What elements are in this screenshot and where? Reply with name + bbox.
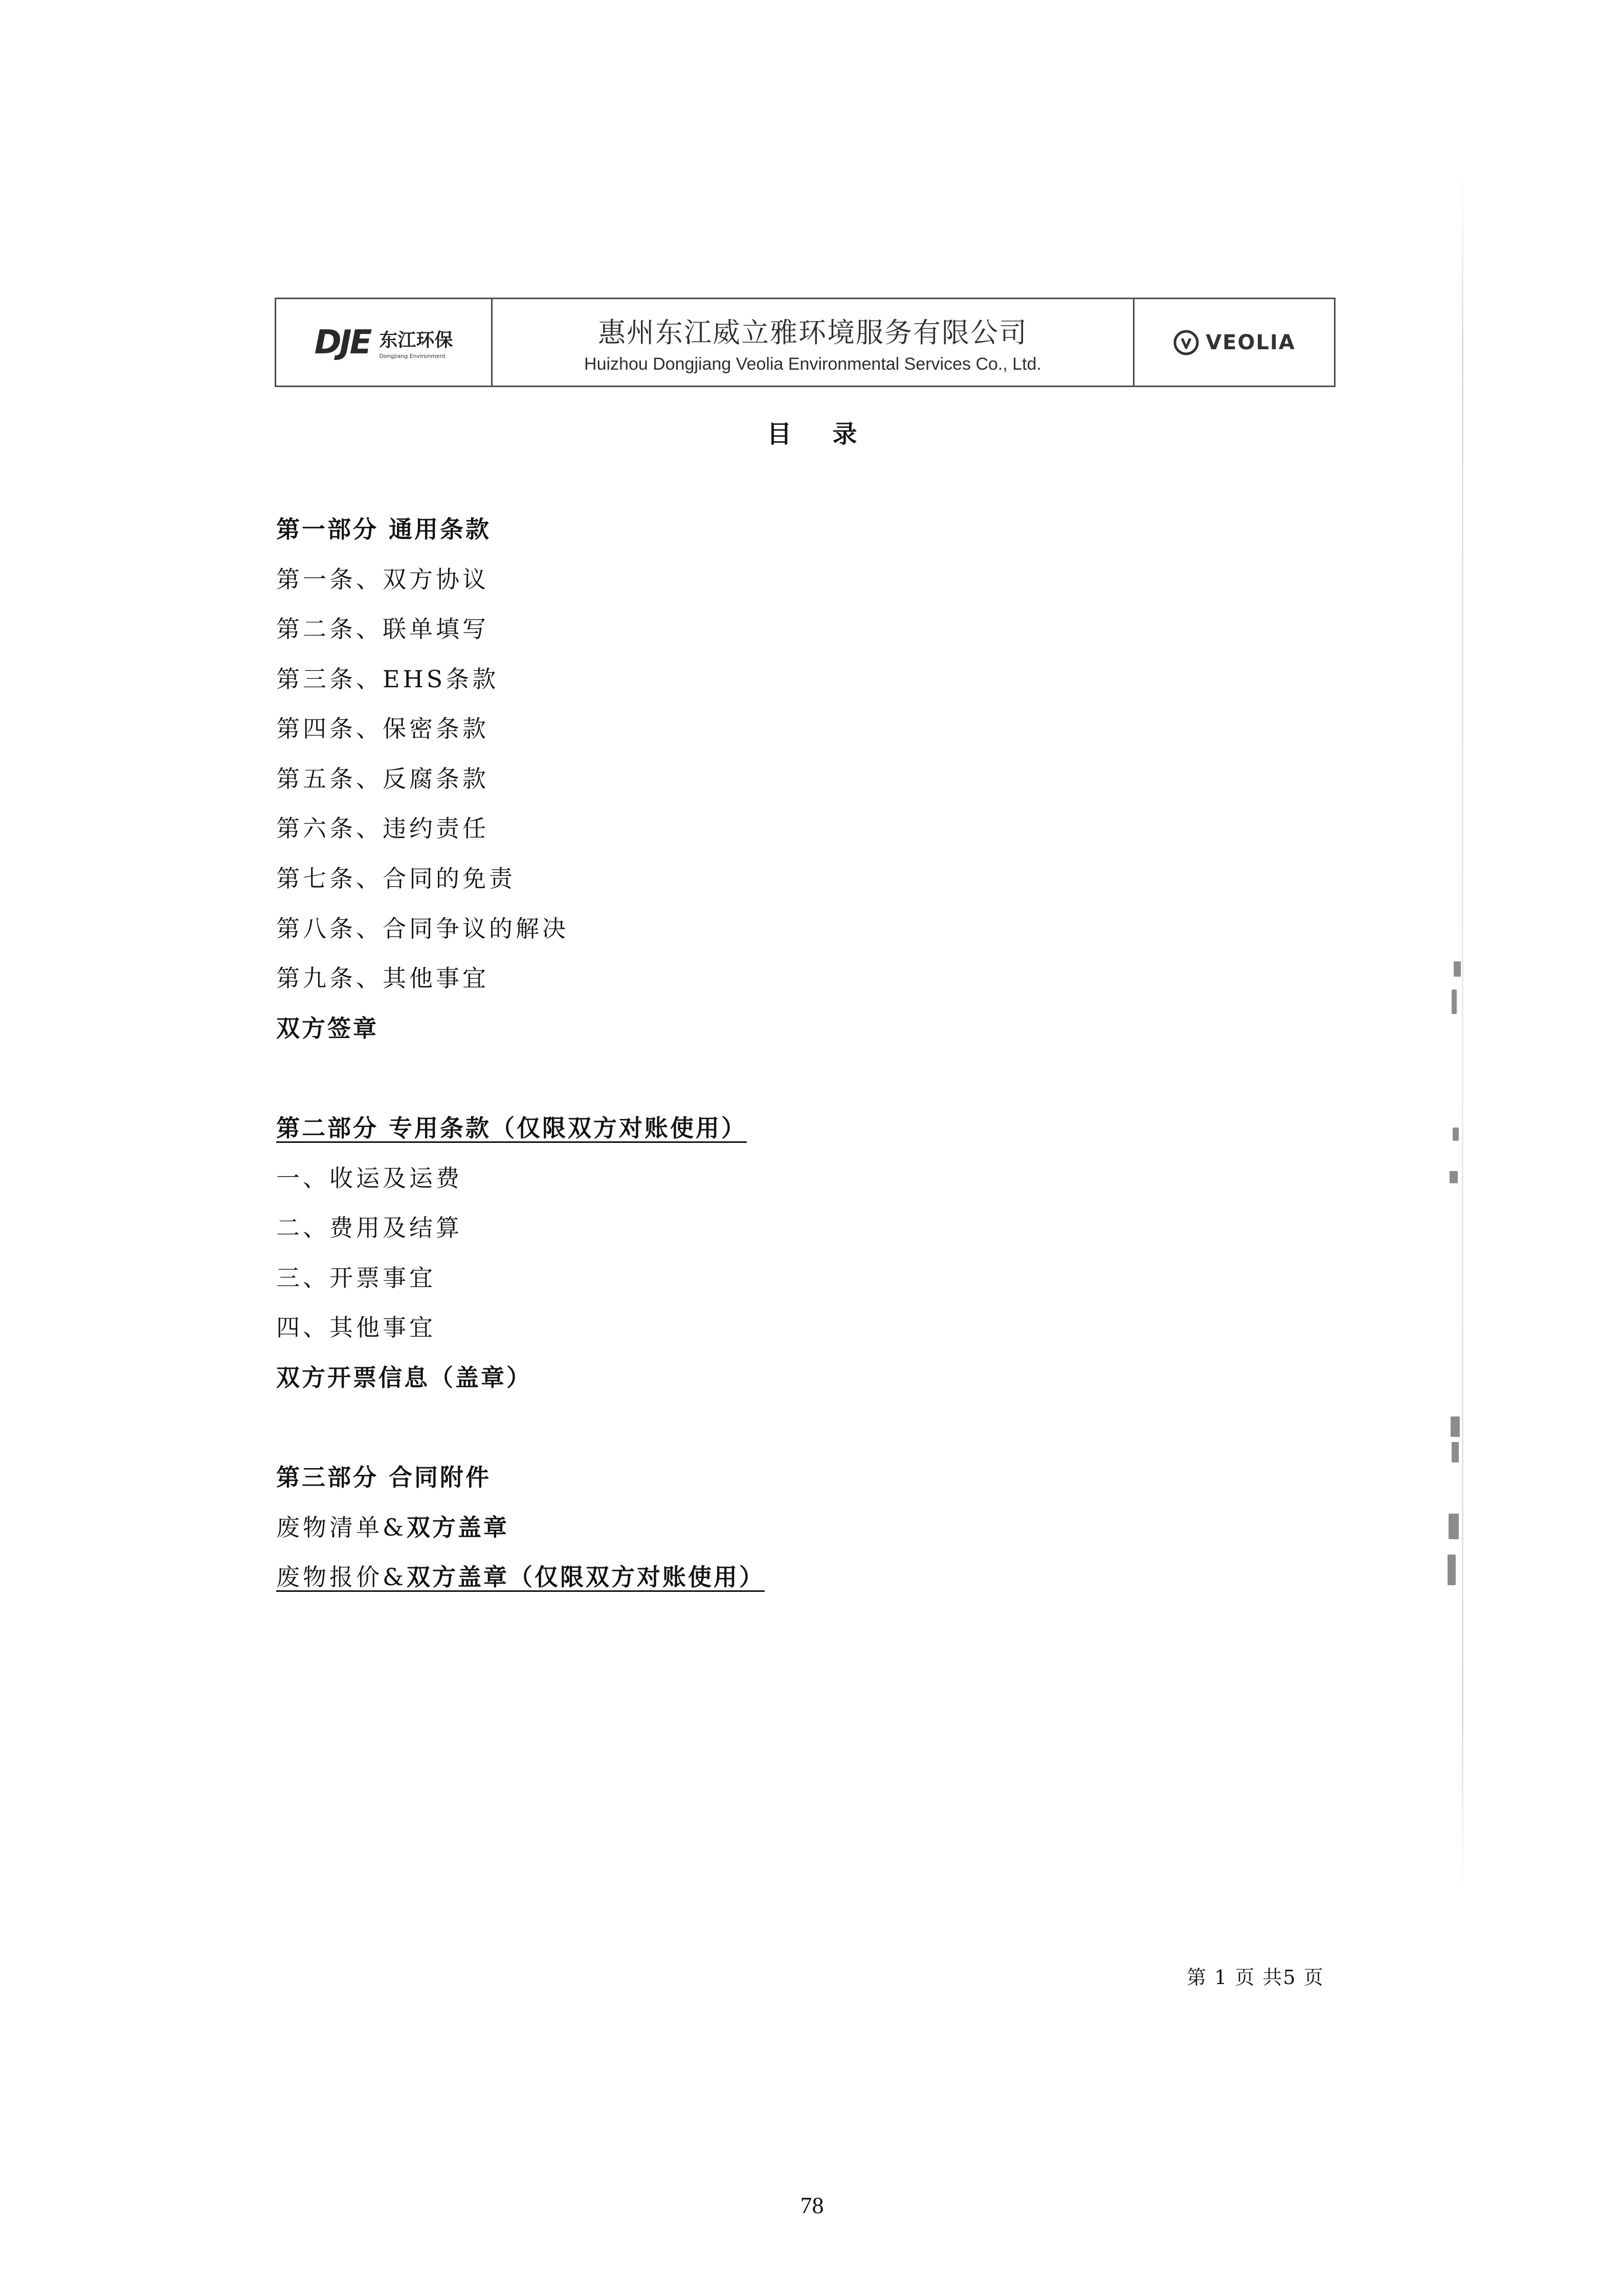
- toc-item: 第四条、保密条款: [276, 715, 489, 742]
- scan-mark: [1451, 1416, 1460, 1437]
- dje-logo-mark: DJE: [314, 323, 370, 362]
- toc-item: 第九条、其他事宜: [276, 964, 489, 992]
- scan-mark: [1452, 989, 1457, 1014]
- document-header: [275, 298, 1336, 387]
- part2-heading: 第二部分 专用条款（仅限双方对账使用）: [276, 1114, 747, 1142]
- toc-item: 二、费用及结算: [276, 1214, 462, 1242]
- dje-logo-cn: 东江环保: [379, 329, 453, 351]
- veolia-logo: [1173, 329, 1296, 356]
- scan-mark: [1449, 1514, 1459, 1539]
- scan-mark: [1452, 1442, 1459, 1462]
- toc-item: 一、收运及运费: [276, 1164, 462, 1192]
- toc-item-suffix: 双方盖章（仅限双方对账使用）: [406, 1563, 765, 1591]
- scan-mark: [1454, 961, 1461, 977]
- toc-item: 第一条、双方协议: [276, 566, 489, 593]
- part1-closing: 双方签章: [276, 1015, 379, 1042]
- toc-item: 第八条、合同争议的解决: [276, 915, 569, 942]
- scan-mark: [1450, 1171, 1458, 1183]
- veolia-logo-text: VEOLIA: [1206, 330, 1296, 354]
- toc-item: 第七条、合同的免责: [276, 865, 516, 892]
- toc-item: 四、其他事宜: [276, 1314, 436, 1341]
- company-name-en: Huizhou Dongjiang Veolia Environmental Services Co., Ltd.: [584, 354, 1041, 374]
- part2-closing: 双方开票信息（盖章）: [276, 1364, 532, 1391]
- part1-heading: 第一部分 通用条款: [276, 515, 492, 543]
- toc-item: 第六条、违约责任: [276, 815, 489, 842]
- veolia-logo-cell: [1134, 299, 1334, 386]
- company-name-cell: [493, 299, 1134, 386]
- toc-item-prefix: 废物清单&: [276, 1514, 407, 1541]
- toc-item: [276, 1565, 765, 1589]
- page-number: 78: [800, 2192, 824, 2218]
- dje-logo-en: Dongjiang Environment: [379, 352, 446, 359]
- page-title: 目录: [767, 420, 898, 448]
- part3-heading: 第三部分 合同附件: [276, 1464, 492, 1491]
- dje-logo-cell: [276, 299, 493, 386]
- toc-item-suffix: 双方盖章: [406, 1514, 509, 1541]
- page-info: 第 1 页 共5 页: [1187, 1966, 1324, 1989]
- toc-item: [276, 1516, 509, 1539]
- toc-item: 第五条、反腐条款: [276, 765, 489, 793]
- veolia-icon: [1173, 329, 1199, 356]
- toc-item: 第三条、EHS条款: [276, 665, 499, 693]
- toc-item: 三、开票事宜: [276, 1264, 436, 1292]
- toc-item: 第二条、联单填写: [276, 615, 489, 643]
- company-name-cn: 惠州东江威立雅环境服务有限公司: [598, 316, 1028, 349]
- dje-logo: [315, 324, 453, 362]
- scan-mark: [1453, 1128, 1459, 1141]
- scan-mark: [1448, 1555, 1456, 1585]
- toc-item-prefix: 废物报价&: [276, 1563, 407, 1591]
